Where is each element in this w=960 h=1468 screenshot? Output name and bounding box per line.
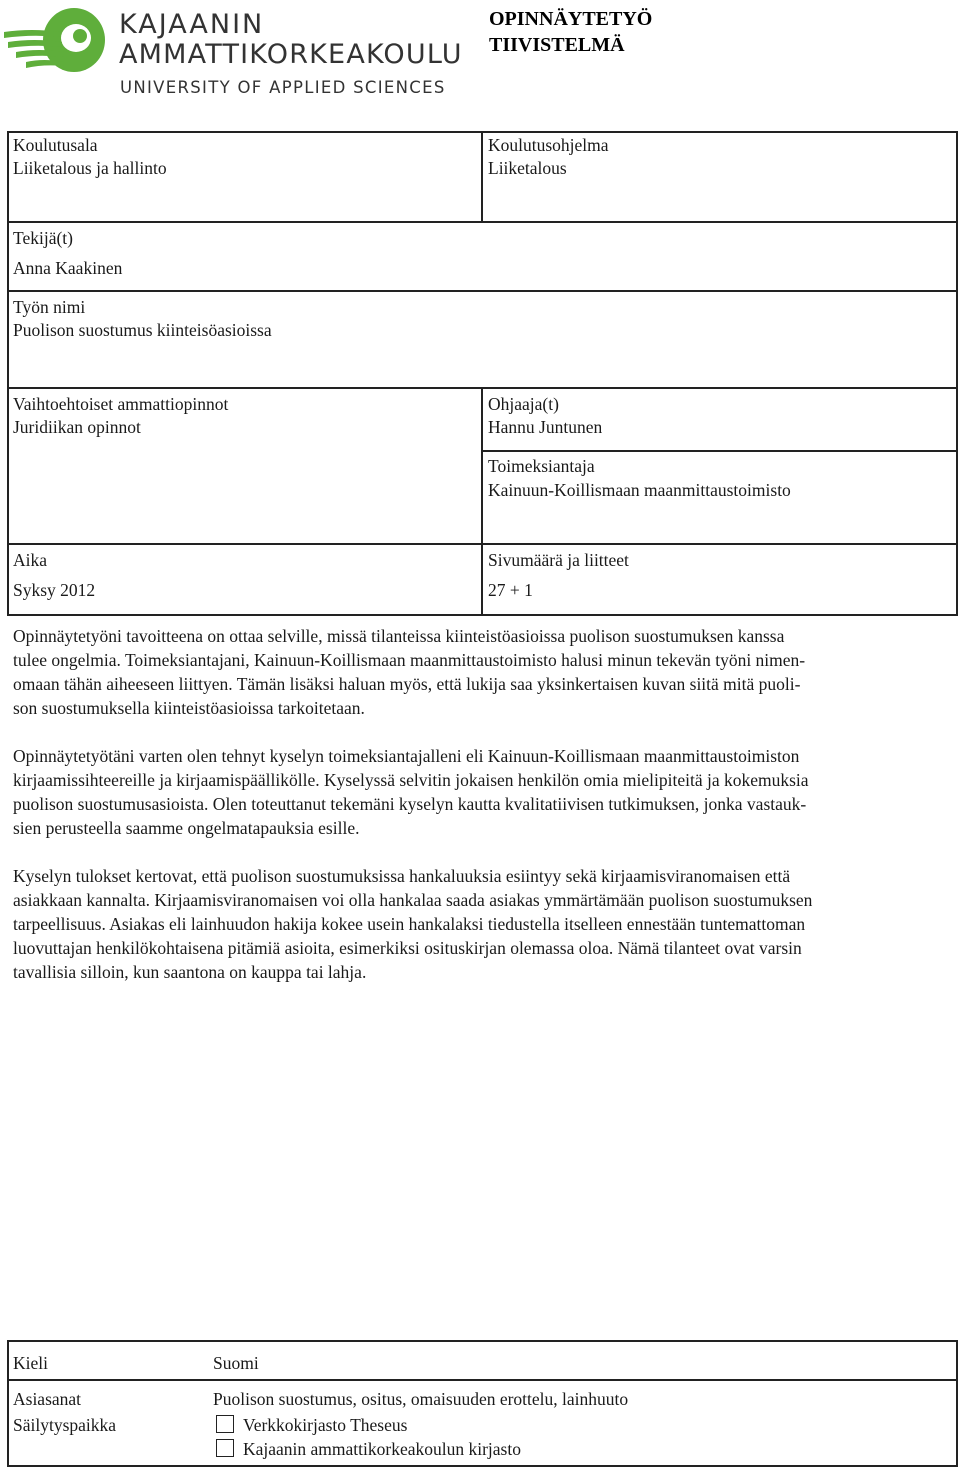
field-value-vaihtoehtoiset: Juridiikan opinnot	[13, 417, 141, 437]
field-label-koulutusala: Koulutusala	[13, 135, 98, 155]
abstract-line: Opinnäytetyötäni varten olen tehnyt kyselyn toimeksiantajalleni eli Kainuun-Koillismaan maanmittaustoimiston	[13, 746, 800, 766]
field-label-koulutusohjelma: Koulutusohjelma	[488, 135, 609, 155]
field-label-tekija: Tekijä(t)	[13, 228, 73, 248]
abstract-paragraph-3	[13, 864, 948, 984]
checkbox-theseus-label: Verkkokirjasto Theseus	[243, 1415, 408, 1435]
abstract-paragraph-1	[13, 624, 948, 720]
field-label-ohjaaja: Ohjaaja(t)	[488, 394, 559, 414]
abstract-line: sien perusteella saamme ongelmatapauksia esille.	[13, 818, 360, 838]
divider	[7, 1465, 958, 1467]
divider	[7, 387, 958, 389]
document-title-line2: TIIVISTELMÄ	[489, 34, 625, 56]
logo	[0, 0, 463, 105]
abstract-line: Kyselyn tulokset kertovat, että puolison suostumuksissa hankaluuksia esiintyy sekä kirjaamisviranomaisen että	[13, 866, 791, 886]
abstract-line: tulee ongelmia. Toimeksiantajani, Kainuun-Koillismaan maanmittaustoimisto halusi minun tekevän työni nimen-	[13, 650, 806, 670]
field-value-koulutusohjelma: Liiketalous	[488, 158, 567, 178]
divider	[7, 131, 958, 133]
divider	[481, 387, 483, 616]
field-value-tekija: Anna Kaakinen	[13, 258, 123, 278]
divider	[7, 614, 958, 616]
asiasanat-value: Puolison suostumus, ositus, omaisuuden erottelu, lainhuuto	[213, 1389, 629, 1409]
abstract-line: luovuttajan henkilökohtaisena pitämiä asioita, esimerkiksi osituskirjan olemassa oloa. Nämä tilanteet ovat varsin	[13, 938, 802, 958]
logo-mark-icon	[2, 2, 110, 82]
divider	[956, 1340, 958, 1467]
document-title-line1: OPINNÄYTETYÖ	[489, 8, 653, 30]
kieli-label: Kieli	[13, 1353, 48, 1373]
checkbox-kirjasto[interactable]	[216, 1439, 234, 1457]
abstract-line: omaan tähän aiheeseen liittyen. Tämän lisäksi haluan myös, että lukija saa yksinkertaisen kuvan siitä mitä puoli-	[13, 674, 801, 694]
document-title	[489, 6, 652, 58]
sailytyspaikka-label: Säilytyspaikka	[13, 1415, 117, 1435]
divider	[7, 1379, 958, 1381]
divider	[7, 543, 958, 545]
abstract-line: kirjaamissihteereille ja kirjaamispäällikölle. Kyselyssä selvitin jokaisen henkilön omia mielipiteitä ja kokemuksia	[13, 770, 809, 790]
field-value-sivumaara: 27 + 1	[488, 580, 533, 600]
divider	[481, 450, 958, 452]
abstract-line: Opinnäytetyöni tavoitteena on ottaa selville, missä tilanteissa kiinteistöasioissa puolison suostumuksen kanssa	[13, 626, 785, 646]
divider	[7, 1340, 958, 1342]
abstract-line: puolison suostumusasioista. Olen toteuttanut tekemäni kyselyn kautta kvalitatiivisen tutkimuksen, jonka vastauk-	[13, 794, 807, 814]
field-value-ohjaaja: Hannu Juntunen	[488, 417, 603, 437]
field-value-tyon-nimi: Puolison suostumus kiinteisöasioissa	[13, 320, 272, 340]
divider	[7, 1340, 9, 1467]
abstract-line: tarpeellisuus. Asiakas eli lainhuudon hakija kokee usein hankalaksi tiedustella itselleen ennestään tuntemattoman	[13, 914, 806, 934]
abstract-paragraph-2	[13, 744, 948, 840]
abstract-line: asiakkaan kannalta. Kirjaamisviranomaisen voi olla hankalaa saada asiakas ymmärtämään puolison suostumuksen	[13, 890, 813, 910]
abstract-line: son suostumuksella kiinteistöasioissa tarkoitetaan.	[13, 698, 365, 718]
logo-line3: UNIVERSITY OF APPLIED SCIENCES	[120, 78, 446, 97]
logo-line1: KAJAANIN	[119, 9, 265, 40]
field-label-sivumaara: Sivumäärä ja liitteet	[488, 550, 629, 570]
kieli-value: Suomi	[213, 1353, 259, 1373]
field-value-aika: Syksy 2012	[13, 580, 96, 600]
field-value-koulutusala: Liiketalous ja hallinto	[13, 158, 167, 178]
checkbox-theseus[interactable]	[216, 1415, 234, 1433]
checkbox-kirjasto-label: Kajaanin ammattikorkeakoulun kirjasto	[243, 1439, 521, 1459]
field-label-vaihtoehtoiset: Vaihtoehtoiset ammattiopinnot	[13, 394, 229, 414]
field-label-toimeksiantaja: Toimeksiantaja	[488, 456, 595, 476]
divider	[481, 131, 483, 222]
divider	[7, 290, 958, 292]
field-label-aika: Aika	[13, 550, 48, 570]
logo-line2: AMMATTIKORKEAKOULU	[119, 39, 463, 70]
field-value-toimeksiantaja: Kainuun-Koillismaan maanmittaustoimisto	[488, 480, 791, 500]
abstract	[13, 624, 948, 1008]
abstract-line: tavallisia silloin, kun saantona on kauppa tai lahja.	[13, 962, 367, 982]
asiasanat-label: Asiasanat	[13, 1389, 82, 1409]
divider	[7, 221, 958, 223]
field-label-tyon-nimi: Työn nimi	[13, 297, 86, 317]
